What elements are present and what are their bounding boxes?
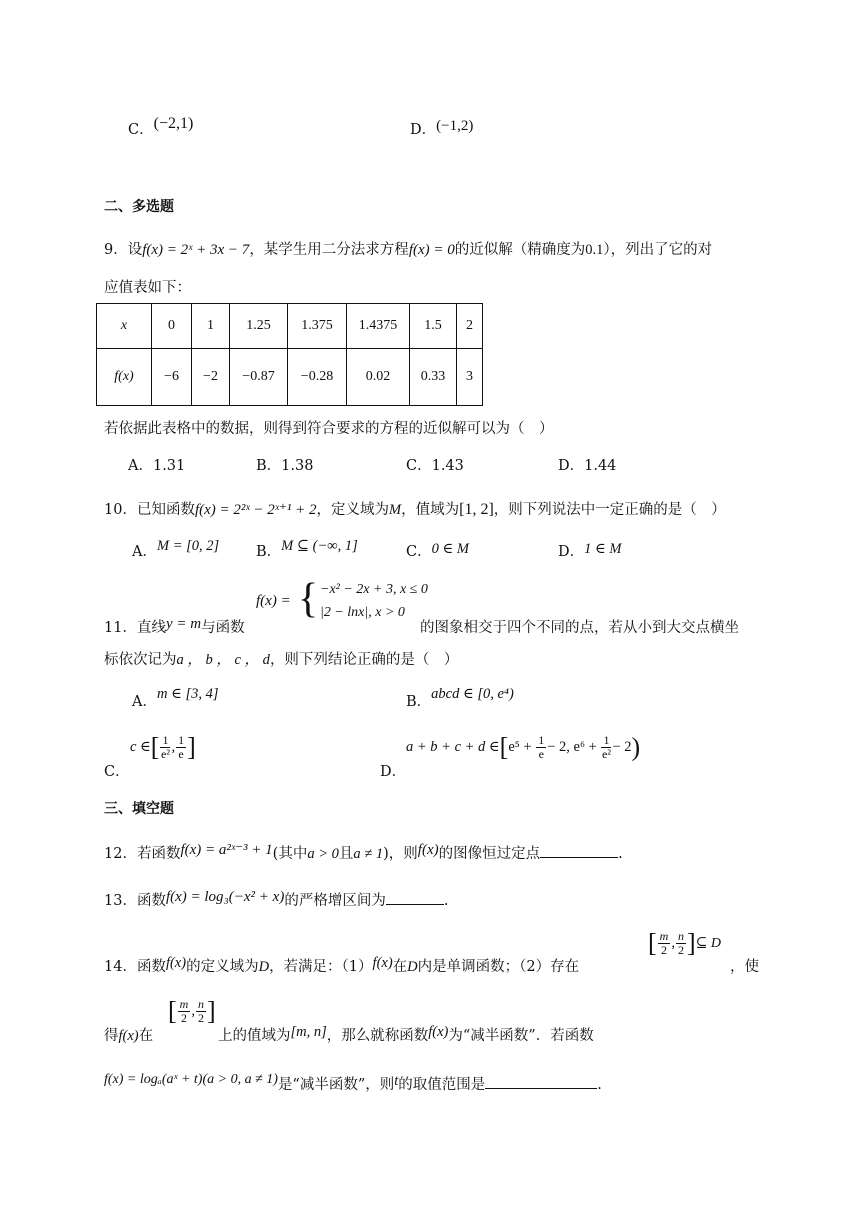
table-cell: −2 [192,349,230,406]
q14-stem-line3: f(x) = logₐ(aˣ + t)(a > 0, a ≠ 1)是“减半函数”，则t的取值范围是 . [104,1072,602,1093]
q14-interval-1: [ $\frac{m}{2}$ , $\frac{n}{2}$ ]⊆ D [648,928,721,958]
q9-option-a: A．1.31 [128,458,186,474]
q11-option-a: A．m ∈ [3, 4] [132,686,219,710]
q14-stem-line2-start: 得f(x)在 [104,1028,154,1044]
table-cell: 3 [457,349,483,406]
table-cell: 1.375 [288,304,347,349]
q11-option-d-expr: a + b + c + d ∈[e⁵ + $\frac{1}{e}$ − 2, e⁶ + $\frac{1}{\text{e²}}$ − 2) [406,732,641,762]
table-cell: 0 [152,304,192,349]
q8-option-c: C．(−2,1) [128,115,194,138]
table-cell: 0.02 [347,349,410,406]
q10-option-a: A．M = [0, 2] [132,538,220,560]
q11-piece-2: |2 − lnx|, x > 0 [320,605,405,620]
q11-piece-1: −x² − 2x + 3, x ≤ 0 [320,582,428,597]
table-cell: 2 [457,304,483,349]
q11-option-c-expr: c ∈[ $\frac{1}{\text{e²}}$ , $\frac{1}{e}$ ] [130,732,196,762]
q11-stem-line1b: 的图象相交于四个不同的点，若从小到大交点横坐 [420,620,739,636]
q14-answer-blank[interactable] [485,1074,597,1089]
q11-stem-line1: 11．直线y = m与函数 [104,616,245,636]
q11-option-b: B．abcd ∈ [0, e⁴) [406,686,514,710]
q10-option-b: B．M ⊆ (−∞, 1] [256,538,358,560]
q10-stem: 10．已知函数f(x) = 2²ˣ − 2ˣ⁺¹ + 2，定义域为M，值域为[1, 2]，则下列说法中一定正确的是（ ） [104,501,726,518]
q9-option-d: D．1.44 [558,458,617,474]
q9-value-table [96,303,483,406]
section-header-multiple-choice: 二、多选题 [104,199,174,215]
section-header-fill-blank: 三、填空题 [104,801,174,817]
q12-stem: 12．若函数f(x) = a²ˣ⁻³ + 1(其中a > 0且a ≠ 1)，则f(x)的图像恒过定点 . [104,842,623,862]
q14-interval-2: [ $\frac{m}{2}$ , $\frac{n}{2}$ ] [168,996,216,1026]
q11-fx-label: f(x) = [256,593,291,609]
q9-stem-line2: 应值表如下： [104,280,191,296]
table-header-x: x [97,304,152,349]
table-header-fx: f(x) [97,349,152,406]
q10-option-d: D．1 ∈ M [558,541,622,560]
table-cell: 1.5 [410,304,457,349]
table-cell: 1.25 [230,304,288,349]
q11-brace: { [298,576,319,622]
q10-option-c: C．0 ∈ M [406,541,469,560]
table-row-x [97,304,483,349]
q11-option-c: C． [104,764,130,780]
q13-answer-blank[interactable] [386,890,444,905]
q9-option-c: C．1.43 [406,458,464,474]
table-cell: −0.87 [230,349,288,406]
table-row-fx [97,349,483,406]
table-cell: −0.28 [288,349,347,406]
q9-question: 若依据此表格中的数据，则得到符合要求的方程的近似解可以为（ ） [104,421,554,437]
table-cell: 1 [192,304,230,349]
q9-stem-line1: 9．设f(x) = 2ˣ + 3x − 7，某学生用二分法求方程f(x) = 0的近似解（精确度为0.1），列出了它的对 [104,242,713,258]
table-cell: 1.4375 [347,304,410,349]
table-cell: 0.33 [410,349,457,406]
q12-answer-blank[interactable] [540,843,618,858]
q13-stem: 13．函数f(x) = log₃(−x² + x)的严格增区间为 . [104,889,449,909]
q11-option-d: D． [380,764,407,780]
q14-stem-line1: 14．函数f(x)的定义域为D，若满足：（1）f(x)在D内是单调函数；（2）存在 [104,955,580,975]
q14-stem-line2: 上的值域为[m, n]，那么就称函数f(x)为“减半函数”．若函数 [218,1024,594,1044]
q8-option-d: D．(−1,2) [410,118,474,138]
q14-stem-line1-end: ，使 [730,959,759,975]
q9-option-b: B．1.38 [256,458,314,474]
q11-stem-line2: 标依次记为a ， b ， c ， d，则下列结论正确的是（ ） [104,652,459,668]
table-cell: −6 [152,349,192,406]
